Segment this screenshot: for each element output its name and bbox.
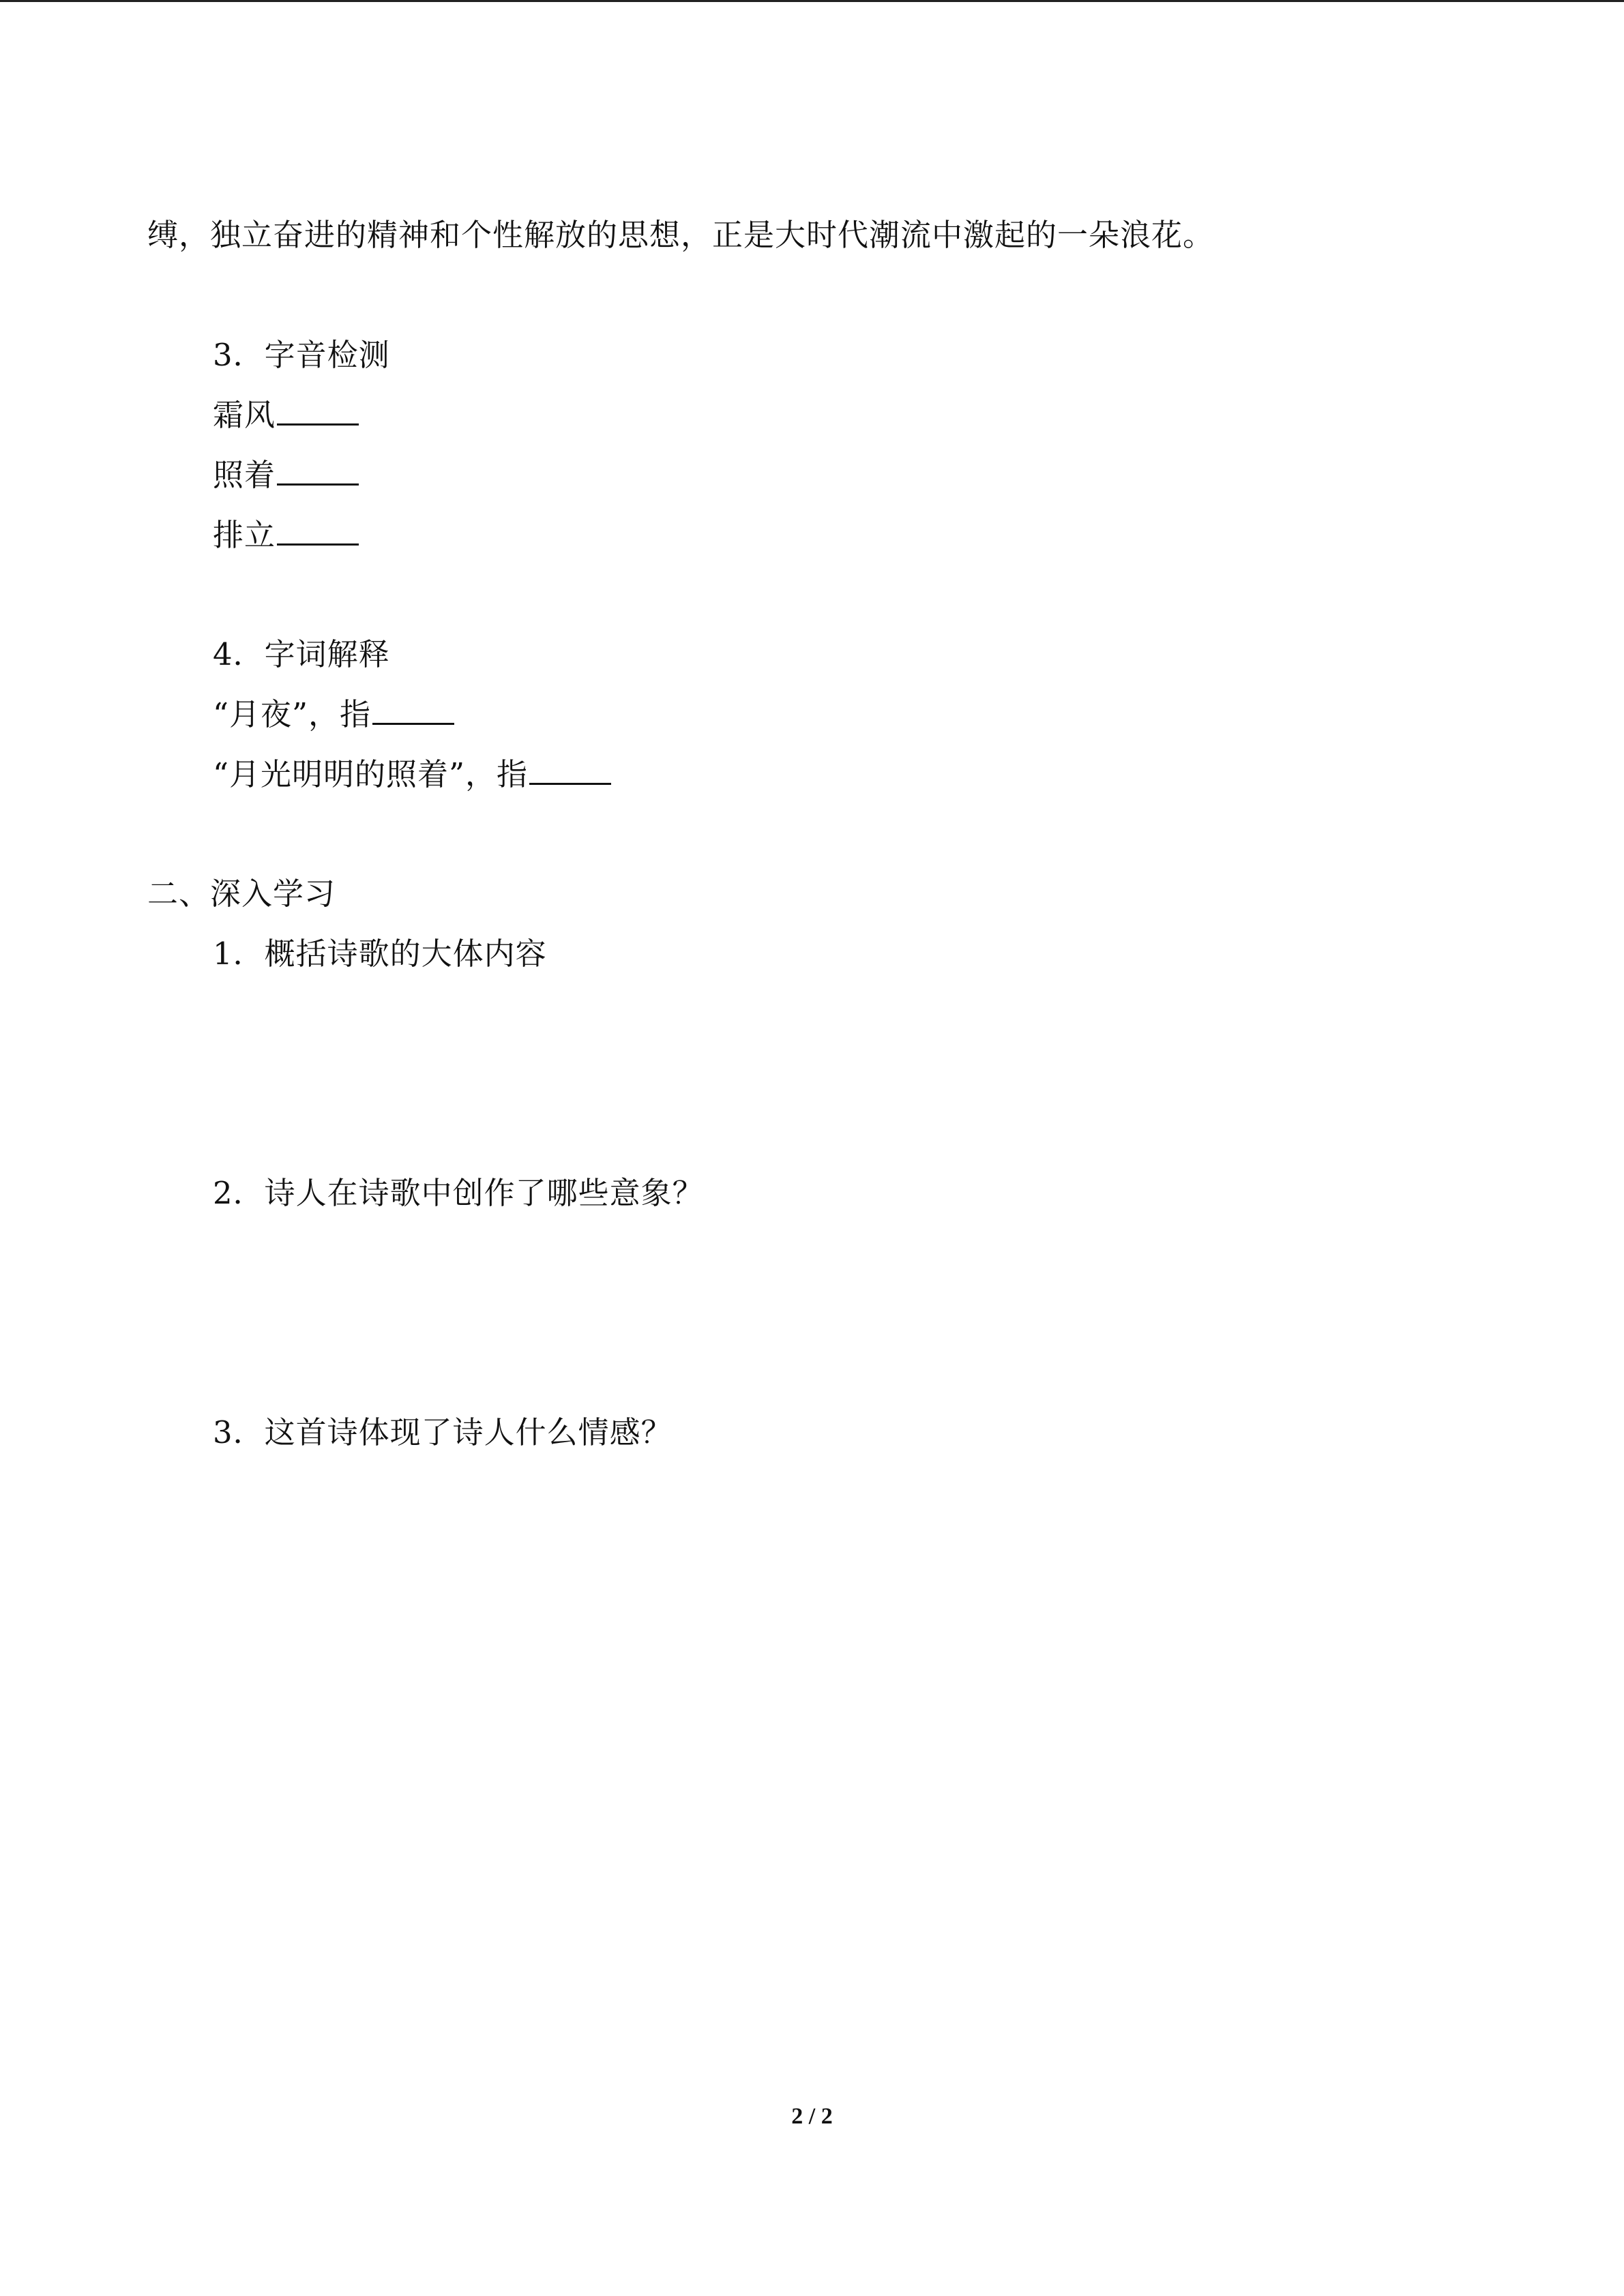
explanation-prompt: “月光明明的照着”，指: [213, 756, 529, 792]
question-3: 3．这首诗体现了诗人什么情感？: [213, 1414, 673, 1450]
pronunciation-item: [213, 456, 359, 494]
answer-blank[interactable]: [277, 516, 359, 546]
page-number: 2 / 2: [791, 2104, 833, 2129]
answer-blank[interactable]: [372, 696, 454, 725]
pronunciation-item: [213, 396, 359, 434]
continuation-paragraph: 缚，独立奋进的精神和个性解放的思想，正是大时代潮流中激起的一朵浪花。: [147, 217, 1215, 253]
question-2: 2．诗人在诗歌中创作了哪些意象？: [213, 1175, 704, 1211]
question-1: 1．概括诗歌的大体内容: [213, 936, 547, 972]
explanation-item: [213, 696, 454, 734]
pronunciation-heading: 3．字音检测: [213, 337, 390, 373]
explanation-heading: 4．字词解释: [213, 636, 390, 672]
answer-blank[interactable]: [277, 396, 359, 426]
pronunciation-word: 排立: [213, 517, 276, 553]
answer-blank[interactable]: [529, 756, 611, 785]
section-two-heading: 二、深入学习: [147, 876, 336, 912]
pronunciation-word: 照着: [213, 457, 276, 493]
pronunciation-word: 霜风: [213, 397, 276, 433]
explanation-prompt: “月夜”，指: [213, 696, 372, 732]
page-top-border: [0, 0, 1624, 2]
answer-blank[interactable]: [277, 456, 359, 486]
explanation-item: [213, 756, 611, 794]
pronunciation-item: [213, 516, 359, 554]
